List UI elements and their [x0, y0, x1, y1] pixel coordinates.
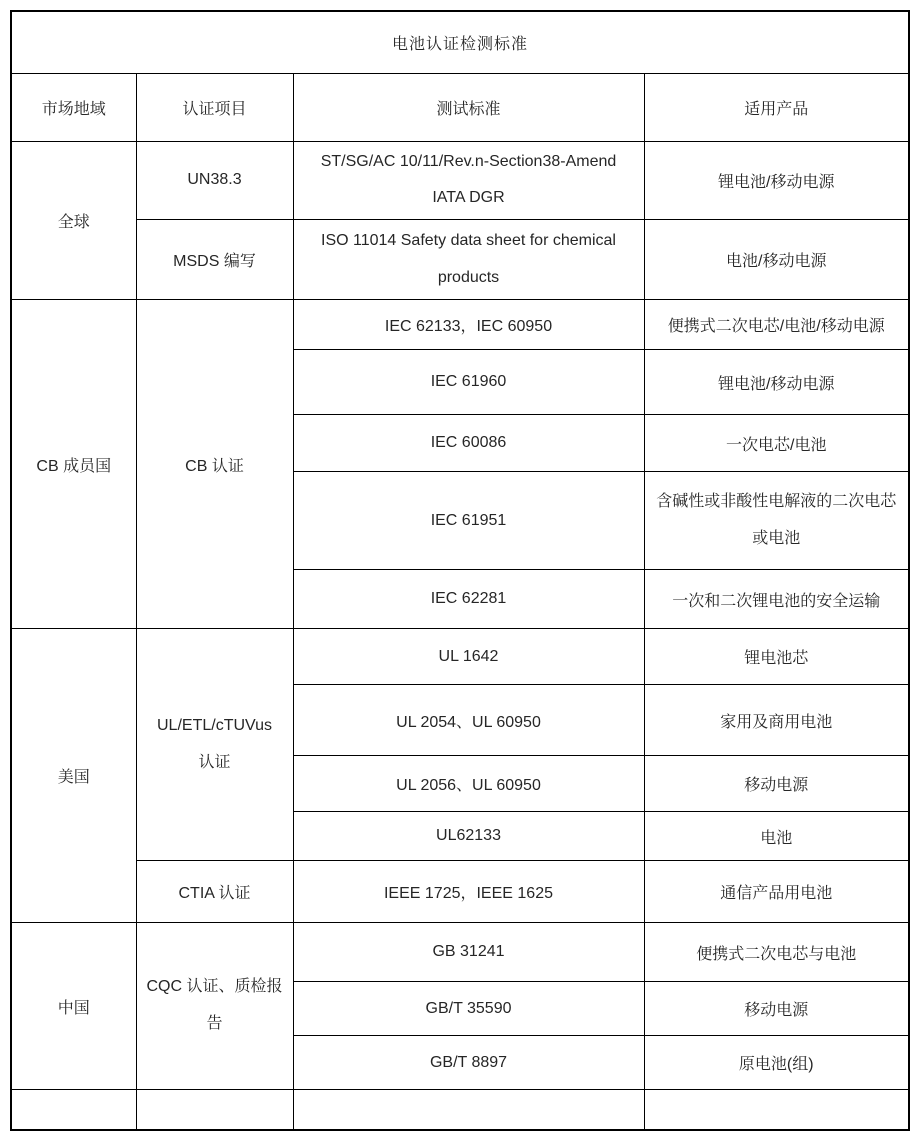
cell-applicable-product	[644, 472, 909, 570]
cell-text-line: products	[437, 268, 500, 286]
table-title: 电池认证检测标准	[11, 11, 909, 73]
column-header-test-standard: 测试标准	[293, 73, 644, 141]
cell-test-standard: IEC 61951	[293, 472, 644, 570]
cell-test-standard: IEEE 1725，IEEE 1625	[293, 861, 644, 923]
cell-market-region: 中国	[11, 923, 136, 1090]
cell-test-standard: UL 1642	[293, 629, 644, 685]
column-header-applicable-product: 适用产品	[644, 73, 909, 141]
cell-applicable-product: 锂电池/移动电源	[644, 141, 909, 220]
cell-test-standard: GB/T 35590	[293, 982, 644, 1036]
cell-certification-item: CTIA 认证	[136, 861, 293, 923]
cell-text-line: CQC 认证、质检报	[146, 978, 283, 996]
cell-certification-item: UN38.3	[136, 141, 293, 220]
cell-applicable-product: 家用及商用电池	[644, 685, 909, 756]
cell-cutoff	[293, 1090, 644, 1130]
cell-market-region: CB 成员国	[11, 300, 136, 629]
cell-cutoff	[136, 1090, 293, 1130]
cell-text-line: UL/ETL/cTUVus	[157, 716, 272, 734]
cell-test-standard	[293, 220, 644, 300]
cell-applicable-product: 移动电源	[644, 982, 909, 1036]
cell-text-line: 告	[206, 1015, 223, 1033]
table-row	[11, 300, 909, 350]
battery-certification-table	[10, 10, 910, 1131]
cell-certification-item	[136, 629, 293, 861]
cell-applicable-product: 移动电源	[644, 756, 909, 812]
cell-test-standard: IEC 61960	[293, 350, 644, 415]
cell-market-region: 全球	[11, 141, 136, 300]
cell-test-standard	[293, 141, 644, 220]
cell-text-line: ISO 11014 Safety data sheet for chemical	[321, 231, 616, 249]
cell-applicable-product: 锂电池/移动电源	[644, 350, 909, 415]
column-header-market-region: 市场地域	[11, 73, 136, 141]
cell-test-standard: IEC 62133，IEC 60950	[293, 300, 644, 350]
cell-applicable-product: 便携式二次电芯与电池	[644, 923, 909, 982]
table-row-cutoff	[11, 1090, 909, 1130]
cell-certification-item: MSDS 编写	[136, 220, 293, 300]
table-row	[11, 923, 909, 982]
cell-cutoff	[644, 1090, 909, 1130]
cell-test-standard: UL 2054、UL 60950	[293, 685, 644, 756]
cell-test-standard: GB/T 8897	[293, 1036, 644, 1090]
cell-test-standard: IEC 62281	[293, 570, 644, 629]
cell-text-line: 含碱性或非酸性电解液的二次电芯	[656, 492, 897, 510]
table-body	[11, 141, 909, 1130]
cell-applicable-product: 电池/移动电源	[644, 220, 909, 300]
cell-text-line: ST/SG/AC 10/11/Rev.n-Section38-Amend	[320, 152, 617, 170]
cell-market-region: 美国	[11, 629, 136, 923]
cell-cutoff	[11, 1090, 136, 1130]
cell-test-standard: IEC 60086	[293, 415, 644, 472]
cell-applicable-product: 通信产品用电池	[644, 861, 909, 923]
cell-certification-item	[136, 923, 293, 1090]
cell-test-standard: UL 2056、UL 60950	[293, 756, 644, 812]
cell-applicable-product: 便携式二次电芯/电池/移动电源	[644, 300, 909, 350]
cell-text-line: 或电池	[752, 529, 801, 547]
cell-applicable-product: 一次和二次锂电池的安全运输	[644, 570, 909, 629]
table-row	[11, 861, 909, 923]
table-header-row	[11, 73, 909, 141]
cell-applicable-product: 原电池(组)	[644, 1036, 909, 1090]
cell-applicable-product: 锂电池芯	[644, 629, 909, 685]
cell-text-line: 认证	[198, 753, 231, 771]
cell-certification-item: CB 认证	[136, 300, 293, 629]
table-row	[11, 141, 909, 220]
table-row	[11, 629, 909, 685]
cell-test-standard: UL62133	[293, 812, 644, 861]
cell-applicable-product: 一次电芯/电池	[644, 415, 909, 472]
cell-applicable-product: 电池	[644, 812, 909, 861]
column-header-certification-item: 认证项目	[136, 73, 293, 141]
cell-text-line: IATA DGR	[432, 189, 505, 207]
table-row	[11, 220, 909, 300]
cell-test-standard: GB 31241	[293, 923, 644, 982]
